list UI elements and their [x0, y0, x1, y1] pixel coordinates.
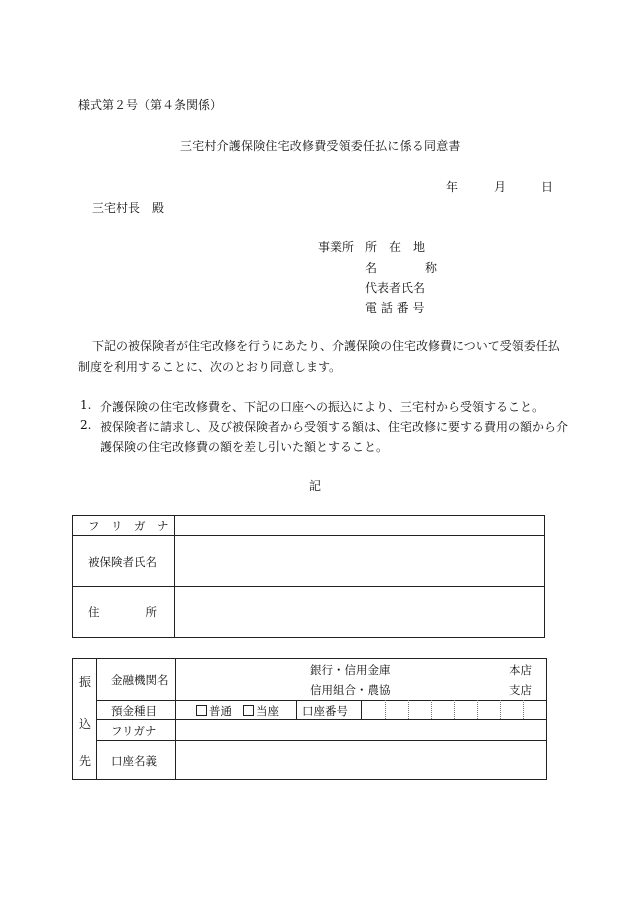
transfer-side-3: 先 — [79, 754, 92, 768]
current-checkbox[interactable] — [243, 703, 279, 719]
insured-address-label: 住 所 — [88, 605, 157, 619]
office-name-label: 名 称 — [365, 261, 438, 275]
body-line-1: 下記の被保険者が住宅改修を行うにあたり、介護保険の住宅改修費について受領委任払 — [92, 339, 560, 353]
item-2-text: 被保険者に請求し、及び被保険者から受領する額は、住宅改修に要する費用の額から介 — [100, 420, 569, 434]
branch-branch: 支店 — [509, 683, 532, 697]
item-1-text: 介護保険の住宅改修費を、下記の口座への振込により、三宅村から受領すること。 — [100, 400, 545, 414]
addressee: 三宅村長 殿 — [92, 201, 165, 215]
insured-name-field[interactable] — [176, 537, 543, 585]
item-1-number: 1. — [80, 398, 92, 412]
insured-name-label: 被保険者氏名 — [88, 555, 157, 569]
office-address-label: 所 在 地 — [365, 240, 426, 254]
account-furigana-label: フリガナ — [111, 724, 157, 738]
date-day: 日 — [541, 180, 554, 194]
account-furigana-field[interactable] — [177, 721, 545, 739]
branch-head-office: 本店 — [509, 663, 532, 677]
current-label: 当座 — [256, 704, 279, 718]
account-holder-field[interactable] — [177, 742, 545, 778]
insured-address-field[interactable] — [176, 588, 543, 636]
item-2-text-continued: 護保険の住宅改修費の額を差し引いた額とすること。 — [100, 440, 389, 454]
account-number-field[interactable] — [363, 702, 545, 718]
institution-field[interactable] — [177, 660, 545, 699]
checkbox-icon — [243, 705, 254, 716]
date-month: 月 — [494, 180, 507, 194]
transfer-side-2: 込 — [79, 717, 92, 731]
bank-types-1: 銀行・信用金庫 — [310, 663, 391, 677]
office-phone-label: 電 話 番 号 — [365, 301, 425, 315]
insured-furigana-label: フ リ ガ ナ — [88, 519, 169, 533]
institution-label: 金融機関名 — [111, 673, 169, 687]
ordinary-checkbox[interactable] — [196, 703, 232, 719]
ordinary-label: 普通 — [209, 704, 232, 718]
bank-types-2: 信用組合・農協 — [310, 683, 391, 697]
office-representative-label: 代表者氏名 — [365, 281, 426, 295]
deposit-type-label: 預金種目 — [111, 704, 157, 718]
body-line-2: 制度を利用することに、次のとおり同意します。 — [78, 360, 342, 374]
checkbox-icon — [196, 705, 207, 716]
ki-heading: 記 — [309, 479, 322, 493]
office-label: 事業所 — [318, 240, 355, 254]
date-year: 年 — [446, 180, 459, 194]
document-title: 三宅村介護保険住宅改修費受領委任払に係る同意書 — [180, 139, 461, 153]
account-holder-label: 口座名義 — [111, 754, 157, 768]
form-number: 様式第２号（第４条関係） — [78, 98, 223, 112]
insured-furigana-field[interactable] — [176, 517, 543, 534]
item-2-number: 2. — [80, 418, 92, 432]
transfer-side-1: 振 — [79, 675, 92, 689]
account-number-label: 口座番号 — [302, 704, 348, 718]
